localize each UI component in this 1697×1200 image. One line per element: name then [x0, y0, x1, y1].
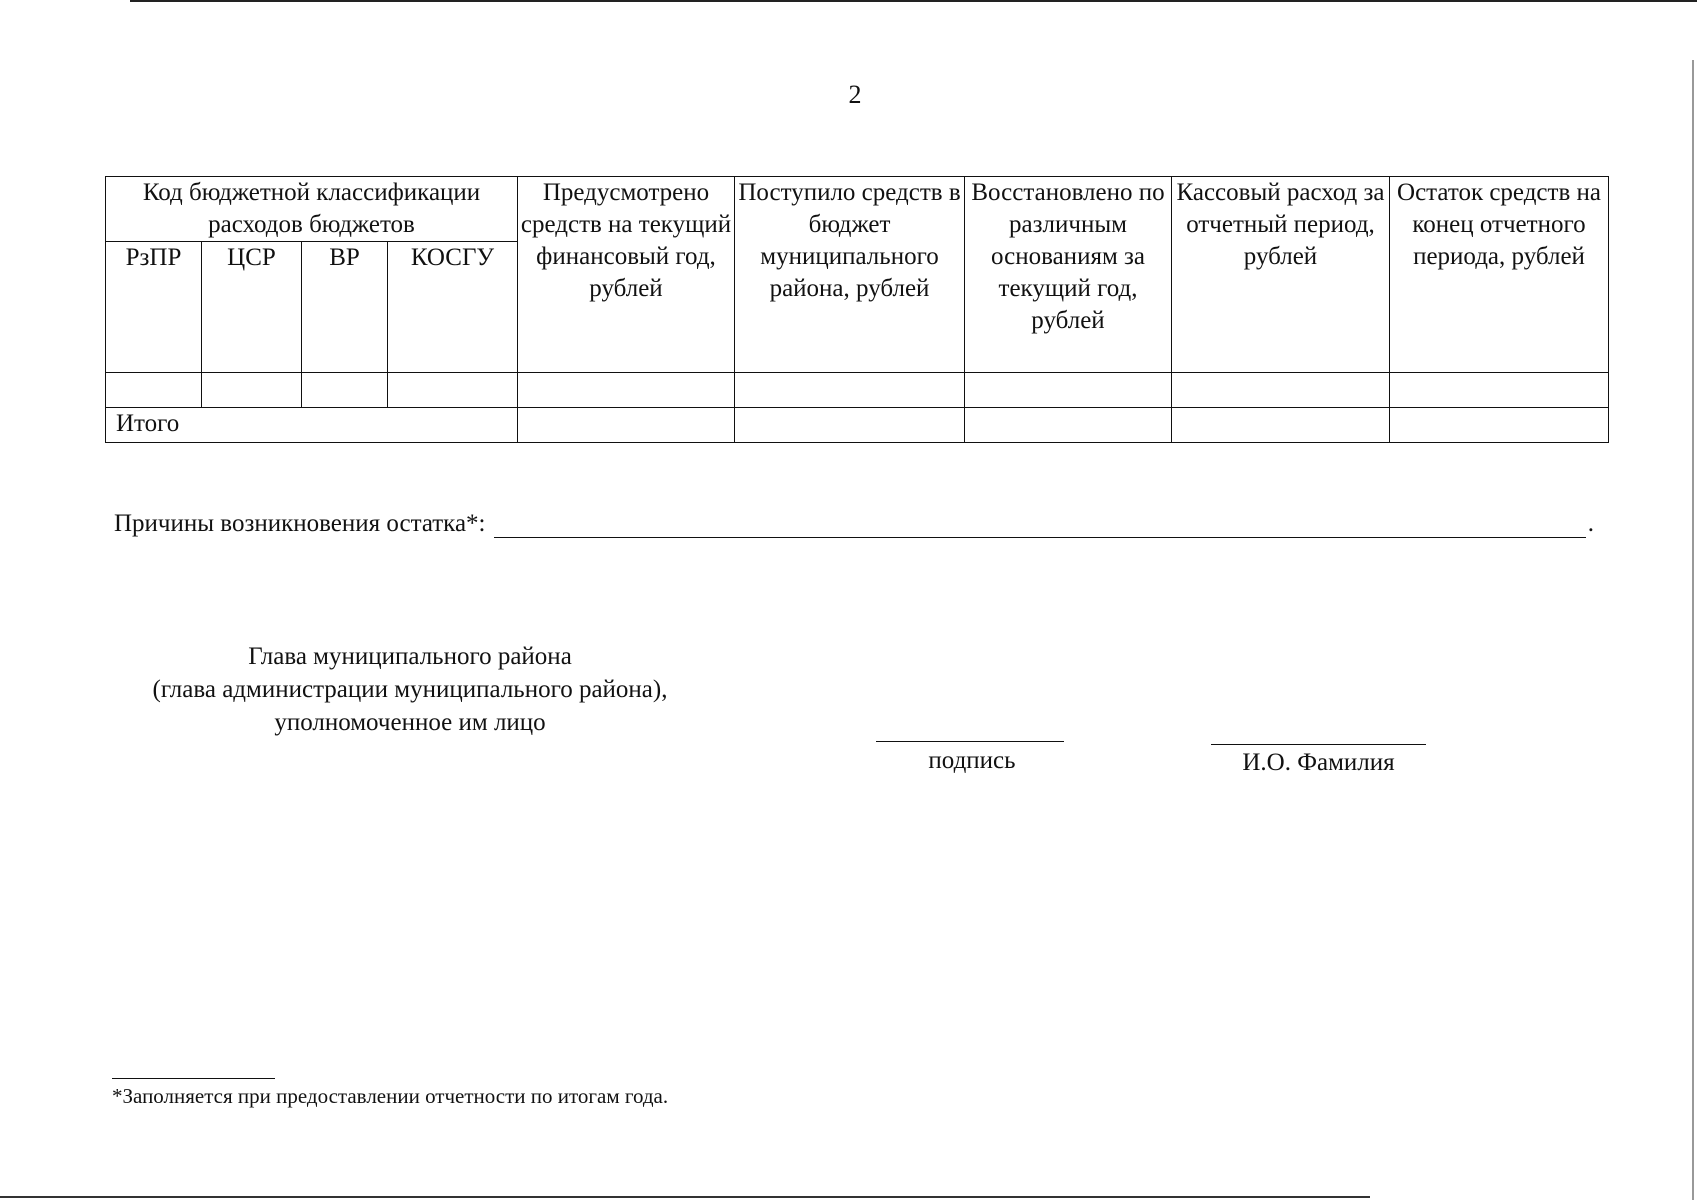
signatory-title [110, 640, 710, 739]
reasons-field [114, 510, 1594, 538]
scan-edge-right [1692, 60, 1694, 1200]
table-cell[interactable] [302, 373, 388, 408]
table-cell[interactable] [518, 373, 735, 408]
sub-header-rzpr: РзПР [106, 242, 202, 373]
signatory-line-2: (глава администрации муниципального района), [152, 676, 668, 703]
signatory-line-3: уполномоченное им лицо [274, 709, 546, 736]
signature-label: подпись [928, 747, 1016, 774]
footnote: *Заполняется при предоставлении отчетности по итогам года. [112, 1084, 669, 1108]
col-header-balance: Остаток средств на конец отчетного периода, рублей [1390, 177, 1609, 373]
total-cell[interactable] [518, 408, 735, 443]
table-cell[interactable] [388, 373, 518, 408]
header-row-group [106, 177, 1609, 242]
scan-edge-bottom [0, 1196, 1370, 1198]
table-cell[interactable] [202, 373, 302, 408]
signature-line[interactable] [876, 741, 1064, 742]
table-cell[interactable] [106, 373, 202, 408]
budget-report-table [105, 176, 1609, 443]
reasons-end-dot: . [1587, 510, 1594, 537]
name-line[interactable] [1211, 744, 1426, 745]
sub-header-tssr: ЦСР [202, 242, 302, 373]
reasons-label: Причины возникновения остатка*: [114, 510, 486, 537]
table-row [106, 373, 1609, 408]
total-cell[interactable] [965, 408, 1172, 443]
table-cell[interactable] [965, 373, 1172, 408]
col-header-planned: Предусмотрено средств на текущий финансовый год, рублей [518, 177, 735, 373]
col-header-cash-expense: Кассовый расход за отчетный период, рублей [1172, 177, 1390, 373]
sub-header-kosgu: КОСГУ [388, 242, 518, 373]
group-header-budget-code: Код бюджетной классификации расходов бюджетов [106, 177, 518, 242]
total-cell[interactable] [1390, 408, 1609, 443]
page-number: 2 [848, 80, 862, 109]
table-cell[interactable] [735, 373, 965, 408]
total-cell[interactable] [1172, 408, 1390, 443]
col-header-restored: Восстановлено по различным основаниям за текущий год, рублей [965, 177, 1172, 373]
total-cell[interactable] [735, 408, 965, 443]
footnote-rule [112, 1078, 275, 1079]
table-cell[interactable] [1172, 373, 1390, 408]
signatory-line-1: Глава муниципального района [248, 643, 572, 670]
total-label: Итого [106, 408, 518, 443]
col-header-received: Поступило средств в бюджет муниципального района, рублей [735, 177, 965, 373]
name-label: И.О. Фамилия [1242, 749, 1395, 776]
sub-header-vr: ВР [302, 242, 388, 373]
table-cell[interactable] [1390, 373, 1609, 408]
reasons-fill-line[interactable] [494, 511, 1586, 538]
scan-edge-top [130, 0, 1697, 2]
total-row [106, 408, 1609, 443]
